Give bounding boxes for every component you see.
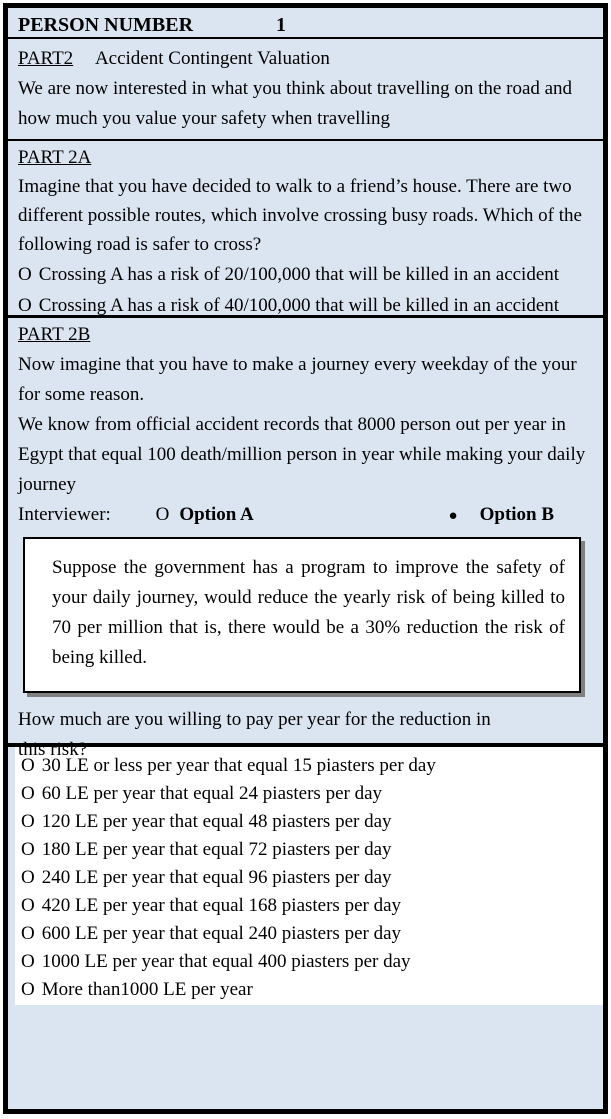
part2-heading: PART2 (18, 48, 74, 69)
wtp-option-60[interactable] (21, 780, 595, 808)
radio-unselected-icon[interactable]: O (21, 867, 35, 888)
wtp-option-label: 240 LE per year that equal 96 piasters per day (41, 867, 392, 888)
part2b-section (8, 318, 603, 760)
part2-intro-line: We are now interested in what you think about travelling on the road and (18, 78, 573, 99)
part2b-heading: PART 2B (18, 324, 91, 345)
wtp-question-line: How much are you willing to pay per year for the reduction in (18, 709, 491, 730)
empty-footer-area (8, 1005, 603, 1093)
part2b-text-line: for some reason. (18, 384, 145, 405)
wtp-option-30[interactable] (21, 752, 595, 780)
wtp-question-line: this risk? (18, 739, 88, 760)
part2-section (8, 39, 603, 141)
crossing-option-b-label: Crossing A has a risk of 40/100,000 that will be killed in an accident (38, 295, 560, 316)
wtp-option-more[interactable] (21, 976, 595, 1004)
person-number-label: PERSON NUMBER (18, 14, 194, 36)
wtp-option-420[interactable] (21, 892, 595, 920)
interviewer-label: Interviewer: (18, 504, 111, 525)
crossing-option-a[interactable] (18, 259, 595, 290)
part2a-text-line: different possible routes, which involve crossing busy roads. Which of the (18, 205, 582, 226)
questionnaire-page (3, 3, 608, 1114)
person-number-row (8, 8, 603, 39)
part2b-text-line: Now imagine that you have to make a journey every weekday of the your (18, 354, 577, 375)
wtp-option-120[interactable] (21, 808, 595, 836)
wtp-option-label: 600 LE per year that equal 240 piasters per day (41, 923, 402, 944)
crossing-option-a-label: Crossing A has a risk of 20/100,000 that will be killed in an accident (38, 264, 560, 285)
wtp-option-label: 1000 LE per year that equal 400 piasters per day (41, 951, 411, 972)
wtp-option-label: More than1000 LE per year (41, 979, 253, 1000)
radio-unselected-icon[interactable]: O (21, 839, 35, 860)
radio-unselected-icon[interactable]: O (21, 923, 35, 944)
radio-unselected-icon[interactable]: O (18, 295, 32, 316)
wtp-option-label: 180 LE per year that equal 72 piasters per day (41, 839, 392, 860)
scenario-callout-box: Suppose the government has a program to improve the safety of your daily journey, would reduce the yearly risk of being killed to 70 per million that is, there would be a 30% reduction the risk of being killed. (23, 537, 581, 693)
part2-heading-line (18, 44, 595, 74)
interviewer-choice-row (18, 500, 595, 531)
option-a-label[interactable]: Option A (179, 504, 254, 525)
wtp-option-1000[interactable] (21, 948, 595, 976)
radio-unselected-icon[interactable]: O (21, 951, 35, 972)
part2b-text-line: Egypt that equal 100 death/million person in year while making your daily (18, 444, 586, 465)
part2-heading-title: Accident Contingent Valuation (94, 48, 330, 69)
wtp-option-label: 60 LE per year that equal 24 piasters per day (41, 783, 383, 804)
radio-unselected-icon[interactable]: O (155, 504, 170, 525)
wtp-option-240[interactable] (21, 864, 595, 892)
wtp-option-600[interactable] (21, 920, 595, 948)
part2b-text-line: journey (18, 474, 77, 495)
wtp-option-180[interactable] (21, 836, 595, 864)
wtp-options-list (8, 747, 603, 1005)
part2a-section (8, 141, 603, 318)
radio-unselected-icon[interactable]: O (21, 783, 35, 804)
radio-unselected-icon[interactable]: O (21, 979, 35, 1000)
radio-unselected-icon[interactable]: O (21, 895, 35, 916)
part2a-text-line: following road is safer to cross? (18, 234, 262, 255)
radio-unselected-icon[interactable]: O (21, 755, 35, 776)
wtp-option-label: 30 LE or less per year that equal 15 piasters per day (41, 755, 436, 776)
radio-selected-icon[interactable]: ● (448, 508, 458, 524)
person-number-value: 1 (276, 14, 287, 36)
part2a-heading: PART 2A (18, 147, 92, 168)
part2-intro-line: how much you value your safety when travelling (18, 108, 390, 129)
crossing-option-b[interactable] (18, 290, 595, 321)
wtp-option-label: 120 LE per year that equal 48 piasters per day (41, 811, 392, 832)
part2b-text-line: We know from official accident records that 8000 person out per year in (18, 414, 566, 435)
radio-unselected-icon[interactable]: O (21, 811, 35, 832)
part2a-text-line: Imagine that you have decided to walk to a friend’s house. There are two (18, 176, 572, 197)
wtp-option-label: 420 LE per year that equal 168 piasters per day (41, 895, 402, 916)
radio-unselected-icon[interactable]: O (18, 264, 32, 285)
option-b-label[interactable]: Option B (479, 504, 555, 525)
